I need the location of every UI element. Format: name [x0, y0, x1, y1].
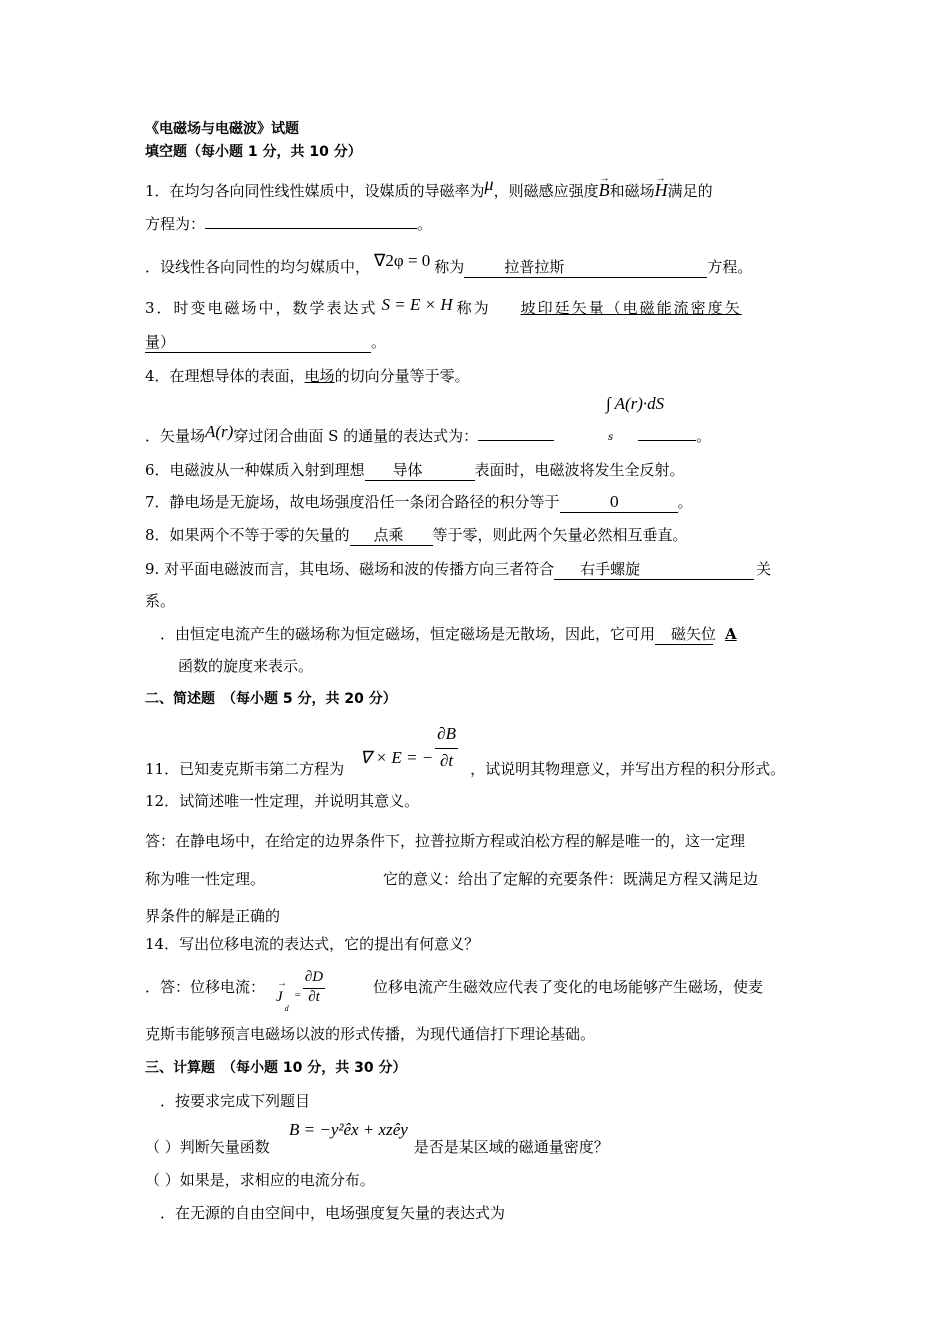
- integral-subscript: s: [608, 432, 614, 443]
- q2-text-a: ．设线性各向同性的均匀媒质中，: [145, 258, 371, 276]
- q7-text-b: 。: [677, 493, 693, 511]
- answer-12-line-1: 答：在静电场中，在给定的边界条件下，拉普拉斯方程或泊松方程的解是唯一的，这一定理: [145, 832, 746, 850]
- b-vector: → B: [599, 180, 610, 200]
- question-7: [145, 492, 810, 513]
- question-4: [145, 366, 810, 386]
- q6-text-a: 6．电磁波从一种媒质入射到理想: [145, 461, 365, 479]
- question-9: [145, 559, 810, 580]
- j-symbol: → J: [276, 989, 283, 1006]
- q7-text-a: 7．静电场是无旋场，故电场强度沿任一条闭合路径的积分等于: [145, 493, 560, 511]
- q1b-text-a: 如果是，求相应的电流分布。: [179, 1171, 375, 1189]
- q1a-paren: （ ）: [145, 1138, 180, 1156]
- q1-answer-blank[interactable]: [205, 214, 417, 229]
- question-10: [160, 624, 825, 645]
- q1a-text-b: 是否是某区域的磁通量密度？: [413, 1138, 609, 1156]
- q5-blank-1: [478, 426, 554, 441]
- q8-answer-text: 点乘: [373, 526, 404, 544]
- q4-text-b: 的切向分量等于零。: [334, 367, 470, 385]
- j-subscript: d: [284, 1003, 289, 1013]
- section-3-heading: 三、计算题 （每小题 10 分，共 30 分）: [145, 1060, 407, 1076]
- question-8: [145, 525, 810, 546]
- maxwell-numerator: ∂B: [437, 724, 456, 743]
- page-title: 《电磁场与电磁波》试题: [145, 121, 299, 137]
- q1-text-e: 方程为：: [145, 215, 206, 233]
- question-3: [145, 295, 810, 318]
- answer-12-line-2b: 它的意义：给出了定解的充要条件：既满足方程又满足边: [383, 870, 759, 888]
- question-11: [145, 759, 810, 779]
- q3-text-a: 3．时变电磁场中，数学表达式: [145, 299, 378, 317]
- q2-text-c: 方程。: [707, 258, 753, 276]
- calc-question-1b: [145, 1170, 810, 1190]
- question-1: [145, 174, 810, 201]
- question-1-line-2: [145, 214, 810, 234]
- question-12: 12．试简述唯一性定理，并说明其意义。: [145, 792, 420, 810]
- question-9-line-2: 系。: [145, 592, 176, 610]
- q3-text-c: 。: [371, 333, 387, 351]
- q8-text-a: 8．如果两个不等于零的矢量的: [145, 526, 350, 544]
- vector-field-a: A(r): [205, 422, 234, 441]
- q2-text-b: 称为: [434, 258, 465, 276]
- section-1-heading: 填空题（每小题 1 分，共 10 分）: [145, 144, 362, 160]
- q5-text-c: 。: [696, 427, 712, 445]
- q4-answer: 电场: [304, 367, 335, 385]
- q1-text-c: 和磁场: [609, 182, 655, 200]
- q5-text-a: ．矢量场: [145, 427, 206, 445]
- q7-answer-text: 0: [609, 493, 620, 511]
- displacement-fraction: [303, 969, 325, 1006]
- q8-text-b: 等于零，则此两个矢量必然相互垂直。: [432, 526, 688, 544]
- q3-answer-line-2-text: 量）: [145, 333, 176, 351]
- q9-text-b: 关: [756, 560, 772, 578]
- answer-14-line-2: 克斯韦能够预言电磁场以波的形式传播，为现代通信打下理论基础。: [145, 1025, 596, 1043]
- q1-text-a: 1．在均匀各向同性线性媒质中，设媒质的导磁率为: [145, 182, 485, 200]
- calc-question-1: ．按要求完成下列题目: [160, 1092, 311, 1110]
- q2-answer-text: 拉普拉斯: [504, 258, 565, 276]
- q1-text-f: 。: [417, 215, 433, 233]
- section-2-heading: 二、简述题 （每小题 5 分，共 20 分）: [145, 691, 397, 707]
- calc-question-1a: [145, 1137, 810, 1157]
- q6-text-b: 表面时，电磁波将发生全反射。: [474, 461, 685, 479]
- q4-text-a: 4．在理想导体的表面，: [145, 367, 305, 385]
- vector-b-equation: B = −y²êx + xzêy: [289, 1120, 408, 1139]
- answer-12-line-2a: 称为唯一性定理。: [145, 870, 266, 888]
- q5-text-b: 穿过闭合曲面 S 的通量的表达式为：: [233, 427, 479, 445]
- q1b-paren: （ ）: [145, 1171, 180, 1189]
- q6-answer-text: 导体: [392, 461, 423, 479]
- displacement-numerator: ∂D: [304, 969, 324, 985]
- displacement-current-equation: [276, 969, 325, 1013]
- calc-question-2: ．在无源的自由空间中，电场强度复矢量的表达式为: [160, 1204, 506, 1222]
- poynting-equation: S = E × H: [381, 295, 453, 314]
- q1-text-b: ，则磁感应强度: [493, 182, 599, 200]
- q9-answer-text: 右手螺旋: [580, 560, 641, 578]
- maxwell-denominator: ∂t: [435, 748, 458, 771]
- flux-integral: ∫ A(r)·dS: [606, 394, 665, 413]
- maxwell-eq-left: ∇ × E = −: [360, 748, 434, 768]
- question-14: 14．写出位移电流的表达式，它的提出有何意义？: [145, 935, 480, 953]
- q1-text-d: 满足的: [667, 182, 713, 200]
- q3-answer-line-1: 坡印廷矢量（电磁能流密度矢: [520, 299, 742, 317]
- question-6: [145, 460, 810, 481]
- question-10-line-2: 函数的旋度来表示。: [178, 657, 314, 675]
- question-2: [145, 251, 810, 278]
- q10-answer-text: 磁矢位: [671, 625, 717, 643]
- question-5: [145, 422, 810, 446]
- answer-12-line-2: [145, 869, 810, 889]
- answer-14-text-b: 位移电流产生磁效应代表了变化的电场能够产生磁场，使麦: [373, 978, 764, 996]
- laplace-equation: ∇2φ = 0: [374, 251, 431, 270]
- q11-text-a: 11．已知麦克斯韦第二方程为: [145, 760, 345, 778]
- displacement-denominator: ∂t: [303, 988, 325, 1006]
- q3-answer-line-2: [145, 332, 371, 353]
- equals-sign: =: [294, 988, 301, 1001]
- q1a-text-a: 判断矢量函数: [179, 1138, 270, 1156]
- answer-12-line-3: 界条件的解是正确的: [145, 907, 281, 925]
- question-3-line-2: [145, 332, 810, 353]
- h-vector: → H: [655, 180, 668, 200]
- q9-answer: [554, 559, 754, 580]
- q10-answer: [655, 624, 717, 645]
- q6-answer: [365, 460, 475, 481]
- q2-answer: [464, 257, 707, 278]
- q5-blank-2: [638, 426, 696, 441]
- q9-text-a: 9. 对平面电磁波而言，其电场、磁场和波的传播方向三者符合: [145, 560, 555, 578]
- q10-a-symbol: A: [725, 625, 737, 643]
- answer-14-text-a: ．答：位移电流：: [145, 978, 266, 996]
- mu-symbol: μ: [484, 174, 494, 194]
- q11-text-b: ，试说明其物理意义，并写出方程的积分形式。: [470, 760, 786, 778]
- q8-answer: [350, 525, 433, 546]
- q3-text-b: 称为: [456, 299, 491, 317]
- q7-answer: [560, 492, 678, 513]
- q10-text-a: ．由恒定电流产生的磁场称为恒定磁场，恒定磁场是无散场，因此，它可用: [160, 625, 656, 643]
